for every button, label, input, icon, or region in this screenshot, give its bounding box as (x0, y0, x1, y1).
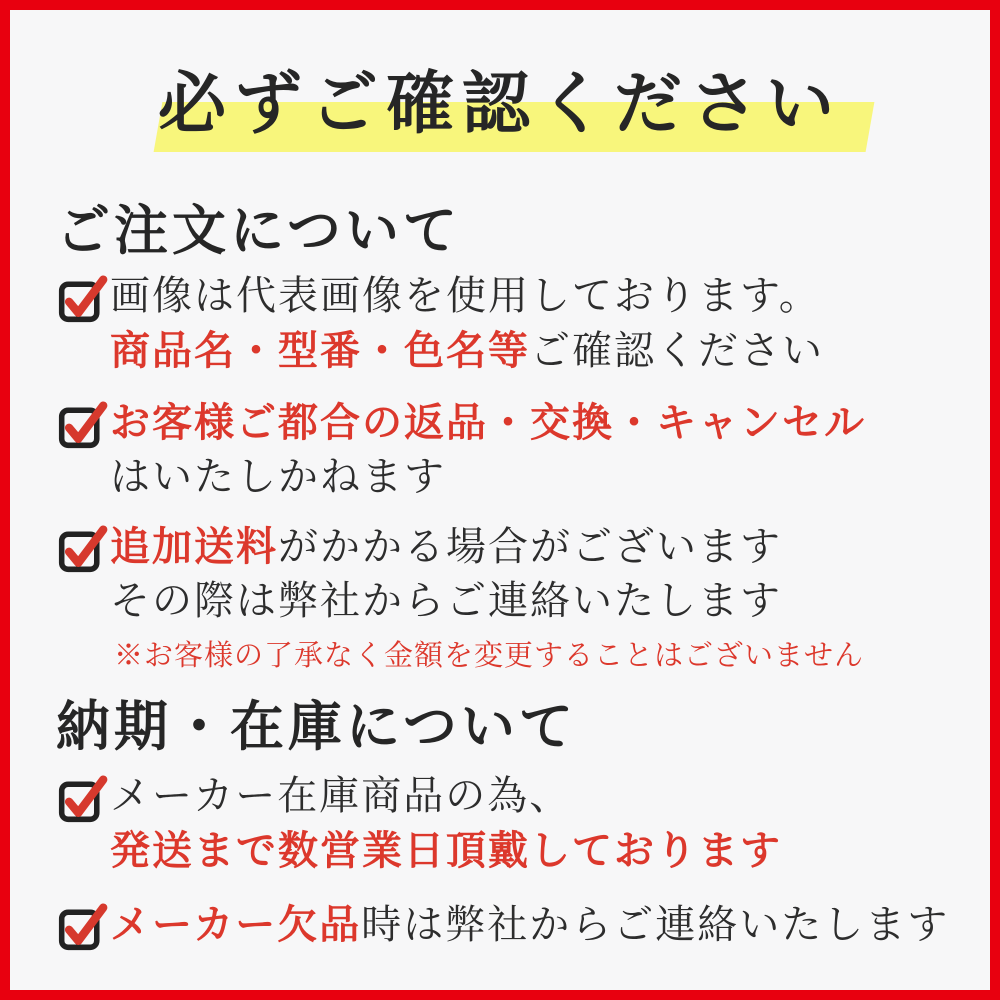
item-line (110, 453, 866, 503)
item-text-black: 画像は代表画像を使用しております。 (110, 273, 821, 319)
checked-checkbox-icon (58, 522, 106, 576)
item-text-red: メーカー欠品 (110, 901, 362, 948)
item-text (110, 900, 949, 951)
item-line (110, 326, 824, 377)
item-text-red: 追加送料 (110, 523, 278, 570)
list-item-extra-shipping (58, 522, 864, 674)
checked-checkbox-icon (58, 398, 106, 452)
item-line (110, 272, 824, 322)
checked-checkbox-icon (58, 272, 106, 326)
item-text-black: がかかる場合がございます (278, 524, 782, 570)
checked-checkbox-icon (58, 900, 106, 954)
item-text-black: その際は弊社からご連絡いたします (110, 577, 782, 624)
list-item-maker-outofstock (58, 900, 949, 954)
item-note: ※お客様の了承なく金額を変更することはございません (114, 638, 865, 673)
item-text-black: ご確認ください (530, 327, 824, 374)
item-line (110, 900, 949, 951)
item-text-black: はいたしかねます (110, 453, 446, 500)
item-text (110, 272, 824, 376)
page-title: 必ずご確認ください (157, 64, 842, 144)
item-line (110, 826, 782, 877)
item-text-red: お客様ご都合の返品・交換・キャンセル (110, 399, 866, 446)
checked-checkbox-icon (58, 772, 106, 826)
list-item-maker-stock (58, 772, 782, 876)
item-text-black: 時は弊社からご連絡いたします (361, 902, 950, 948)
item-text-black: メーカー在庫商品の為、 (110, 773, 572, 819)
section-heading-order: ご注文について (56, 198, 461, 262)
list-item-no-returns (58, 398, 866, 502)
item-text (110, 398, 866, 502)
item-text-red: 発送まで数営業日頂戴しております (110, 826, 782, 874)
item-text-red: 商品名・型番・色名等 (110, 326, 530, 374)
item-line (110, 522, 864, 573)
item-line (110, 398, 866, 449)
list-item-representative-image (58, 272, 824, 376)
item-text (110, 522, 864, 674)
item-line (110, 577, 864, 627)
item-line (110, 772, 782, 822)
section-heading-stock: 納期・在庫について (56, 694, 577, 758)
item-text (110, 772, 782, 876)
